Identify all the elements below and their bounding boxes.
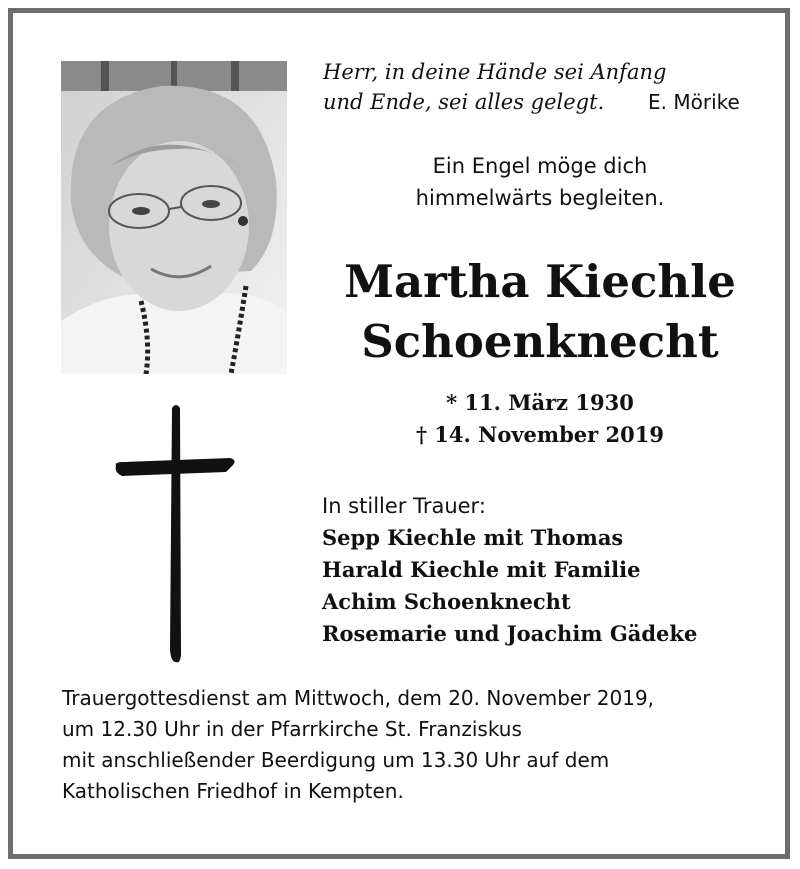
bible-quote [323, 57, 763, 117]
deceased-name [320, 252, 760, 372]
quote-line-1: Herr, in deine Hände sei Anfang [323, 60, 667, 84]
service-line: Trauergottesdienst am Mittwoch, dem 20. November 2019, [62, 686, 655, 710]
angel-line-2: himmelwärts begleiten. [415, 186, 665, 210]
service-line: um 12.30 Uhr in der Pfarrkirche St. Franziskus [62, 717, 522, 741]
service-details [62, 683, 762, 807]
mourners-intro: In stiller Trauer: [322, 494, 486, 518]
quote-author: E. Mörike [648, 90, 740, 114]
service-line: Katholischen Friedhof in Kempten. [62, 779, 404, 803]
death-date: † 14. November 2019 [416, 422, 664, 447]
mourner-name: Harald Kiechle mit Familie [322, 557, 641, 582]
angel-line-1: Ein Engel möge dich [432, 154, 648, 178]
name-line-2: Schoenknecht [361, 315, 719, 368]
portrait-photo [61, 61, 287, 374]
mourners-list [322, 490, 762, 650]
angel-verse [380, 150, 700, 214]
life-dates [380, 387, 700, 451]
service-line: mit anschließender Beerdigung um 13.30 Uhr auf dem [62, 748, 610, 772]
mourner-name: Achim Schoenknecht [322, 589, 571, 614]
birth-date: * 11. März 1930 [446, 390, 634, 415]
mourner-name: Rosemarie und Joachim Gädeke [322, 621, 698, 646]
name-line-1: Martha Kiechle [344, 255, 736, 308]
cross-icon [110, 400, 240, 670]
mourner-name: Sepp Kiechle mit Thomas [322, 525, 624, 550]
quote-line-2: und Ende, sei alles gelegt. [323, 90, 605, 114]
